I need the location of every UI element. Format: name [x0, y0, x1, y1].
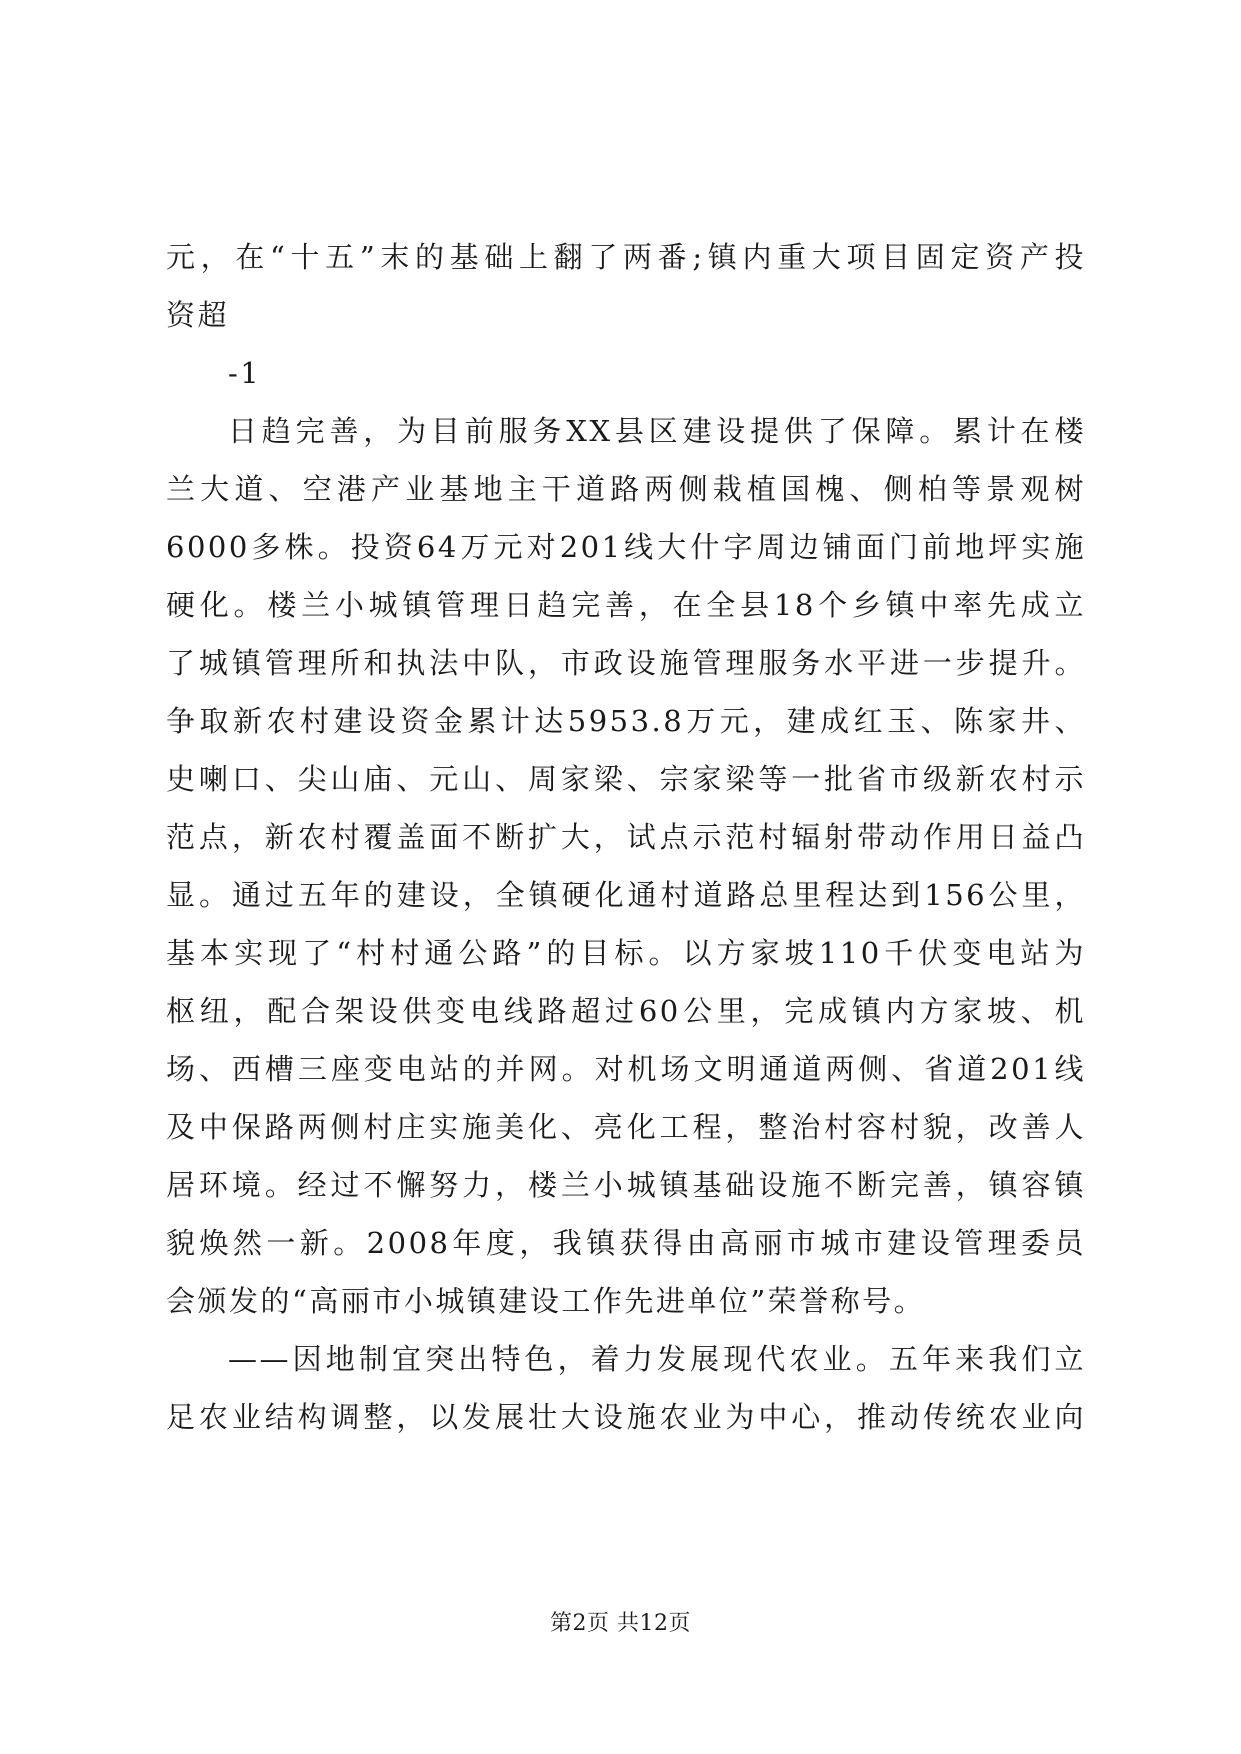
- text-line: 居环境。经过不懈努力，楼兰小城镇基础设施不断完善，镇容镇: [166, 1168, 1086, 1202]
- paragraph-start-line: ——因地制宜突出特色，着力发展现代农业。五年来我们立: [228, 1342, 1086, 1376]
- text-line: 显。通过五年的建设，全镇硬化通村道路总里程达到156公里，: [166, 878, 1086, 912]
- text-line: 6000多株。投资64万元对201线大什字周边铺面门前地坪实施: [166, 530, 1086, 564]
- text-line: 及中保路两侧村庄实施美化、亮化工程，整治村容村貌，改善人: [166, 1110, 1086, 1144]
- paragraph-start-line: 日趋完善，为目前服务XX县区建设提供了保障。累计在楼: [228, 414, 1086, 448]
- text-line: 史喇口、尖山庙、元山、周家梁、宗家梁等一批省市级新农村示: [166, 762, 1086, 796]
- document-body: [166, 228, 1086, 1446]
- text-line: 范点，新农村覆盖面不断扩大，试点示范村辐射带动作用日益凸: [166, 820, 1086, 854]
- text-line: 枢纽，配合架设供变电线路超过60公里，完成镇内方家坡、机: [166, 994, 1086, 1028]
- page-marker-line: -1: [228, 356, 262, 390]
- text-line: 足农业结构调整，以发展壮大设施农业为中心，推动传统农业向: [166, 1400, 1086, 1434]
- text-line: 貌焕然一新。2008年度，我镇获得由高丽市城市建设管理委员: [166, 1226, 1086, 1260]
- text-line: 元，在“十五”末的基础上翻了两番;镇内重大项目固定资产投: [166, 240, 1086, 274]
- text-line: 硬化。楼兰小城镇管理日趋完善，在全县18个乡镇中率先成立: [166, 588, 1086, 622]
- text-line: 兰大道、空港产业基地主干道路两侧栽植国槐、侧柏等景观树: [166, 472, 1086, 506]
- text-line: 场、西槽三座变电站的并网。对机场文明通道两侧、省道201线: [166, 1052, 1086, 1086]
- text-line: 资超: [166, 298, 230, 332]
- text-line: 争取新农村建设资金累计达5953.8万元，建成红玉、陈家井、: [166, 704, 1086, 738]
- page-number-footer: 第2页 共12页: [550, 1611, 691, 1636]
- text-line: 基本实现了“村村通公路”的目标。以方家坡110千伏变电站为: [166, 936, 1086, 970]
- text-line: 了城镇管理所和执法中队，市政设施管理服务水平进一步提升。: [166, 646, 1086, 680]
- text-line: 会颁发的“高丽市小城镇建设工作先进单位”荣誉称号。: [166, 1284, 926, 1318]
